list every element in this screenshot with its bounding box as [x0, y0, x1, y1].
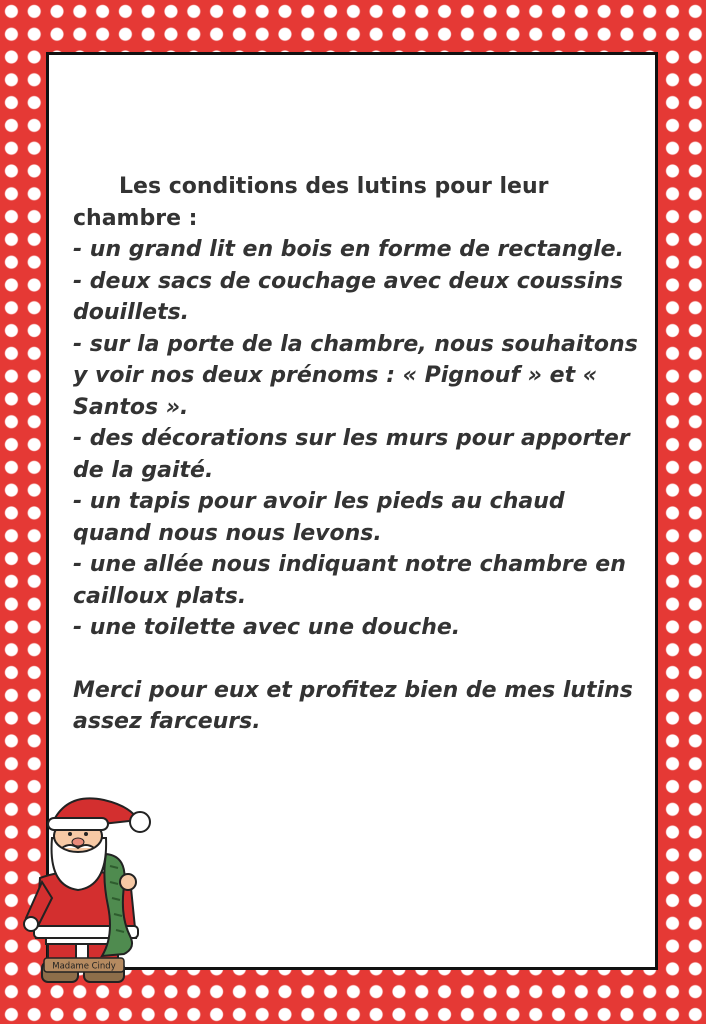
letter-closing: Merci pour eux et profitez bien de mes lutins assez farceurs. [73, 677, 633, 734]
santa-claus-icon [18, 786, 158, 991]
condition-item: - deux sacs de couchage avec deux coussins douillets. [73, 268, 624, 325]
condition-item: - sur la porte de la chambre, nous souhaitons y voir nos deux prénoms : « Pignouf » et « Santos ». [73, 331, 638, 420]
condition-item: - une toilette avec une douche. [73, 615, 461, 640]
letter-text [73, 171, 641, 738]
letter-intro: Les conditions des lutins pour leur chambre : [73, 174, 549, 231]
condition-item: - des décorations sur les murs pour apporter de la gaité. [73, 426, 630, 483]
condition-item: - un grand lit en bois en forme de rectangle. [73, 237, 624, 262]
condition-item: - une allée nous indiquant notre chambre en cailloux plats. [73, 552, 626, 609]
signature-text: Madame Cindy [52, 961, 116, 972]
condition-item: - un tapis pour avoir les pieds au chaud quand nous nous levons. [73, 489, 565, 546]
